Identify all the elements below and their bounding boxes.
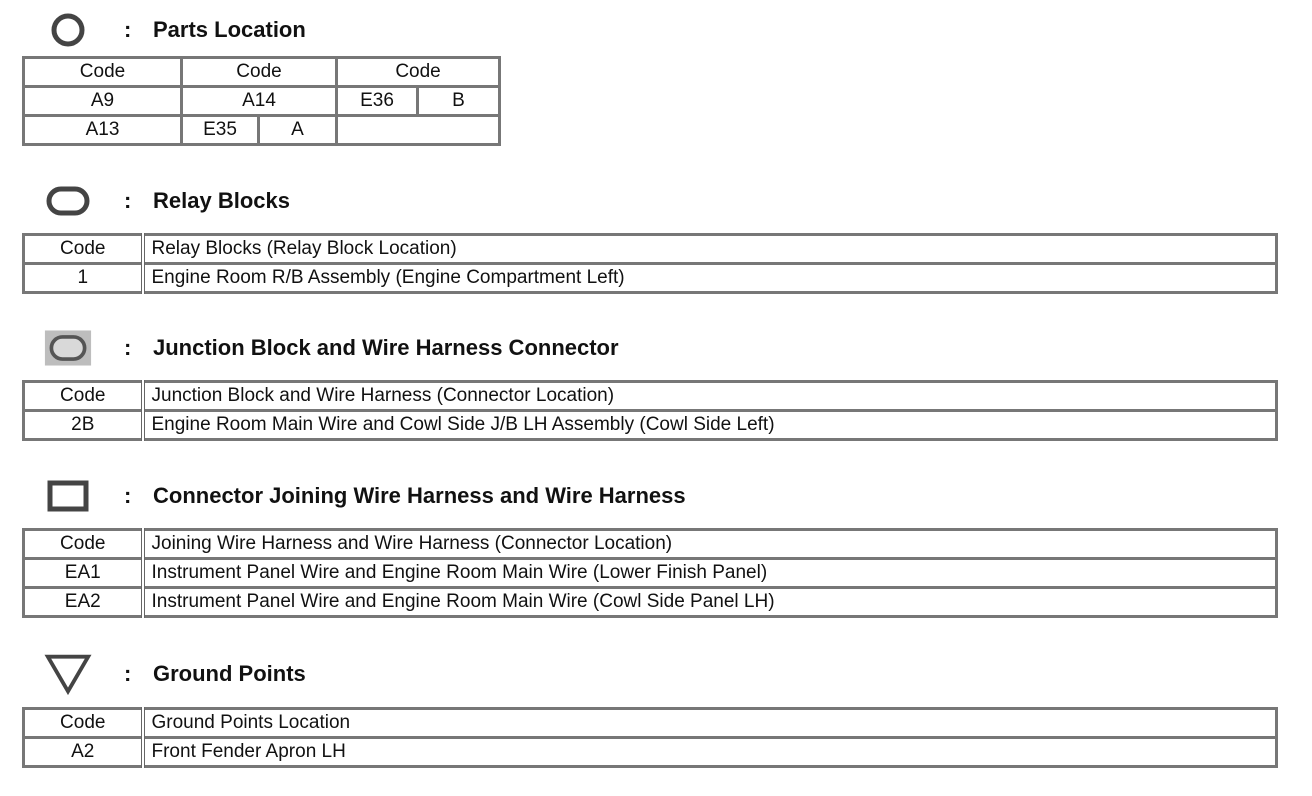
section-title-parts-location: Parts Location: [153, 17, 306, 42]
table-row: [24, 235, 1277, 264]
header-cell: Code: [24, 58, 182, 87]
rounded-rect-icon: [44, 181, 92, 221]
connector-joining-heading: [44, 476, 944, 516]
shaded-rounded-rect-icon: [44, 328, 92, 368]
table-row: [24, 738, 1277, 767]
table-row: [24, 87, 500, 116]
location-cell: Engine Room Main Wire and Cowl Side J/B LH Assembly (Cowl Side Left): [143, 411, 1277, 440]
header-cell: Code: [24, 382, 143, 411]
code-cell: A14: [182, 87, 337, 116]
table-row: [24, 116, 500, 145]
location-cell: Instrument Panel Wire and Engine Room Main Wire (Cowl Side Panel LH): [143, 588, 1277, 617]
section-title-relay-blocks: Relay Blocks: [153, 188, 290, 213]
parts-location-table: [22, 56, 501, 146]
rectangle-icon: [44, 476, 92, 516]
location-cell: Front Fender Apron LH: [143, 738, 1277, 767]
table-row: [24, 559, 1277, 588]
header-cell: Code: [337, 58, 500, 87]
colon: :: [124, 17, 132, 42]
relay-blocks-table: [22, 233, 1278, 294]
section-title-connector-joining: Connector Joining Wire Harness and Wire Harness: [153, 483, 686, 508]
code-cell: A2: [24, 738, 143, 767]
header-cell: Code: [182, 58, 337, 87]
ground-points-table: [22, 707, 1278, 768]
header-cell: Ground Points Location: [143, 709, 1277, 738]
code-cell: 2B: [24, 411, 143, 440]
header-cell: Junction Block and Wire Harness (Connector Location): [143, 382, 1277, 411]
colon: :: [124, 335, 132, 360]
header-cell: Relay Blocks (Relay Block Location): [143, 235, 1277, 264]
header-cell: Code: [24, 235, 143, 264]
ground-points-heading: [44, 654, 444, 694]
table-row: [24, 58, 500, 87]
header-cell: Joining Wire Harness and Wire Harness (Connector Location): [143, 530, 1277, 559]
code-cell: A13: [24, 116, 182, 145]
relay-blocks-heading: [44, 181, 444, 221]
triangle-down-icon: [44, 654, 92, 694]
table-row: [24, 588, 1277, 617]
table-row: [24, 411, 1277, 440]
junction-block-heading: [44, 328, 844, 368]
colon: :: [124, 483, 132, 508]
location-cell: Instrument Panel Wire and Engine Room Main Wire (Lower Finish Panel): [143, 559, 1277, 588]
location-cell: Engine Room R/B Assembly (Engine Compartment Left): [143, 264, 1277, 293]
table-row: [24, 709, 1277, 738]
code-cell: E36: [337, 87, 418, 116]
parts-location-heading: [44, 10, 444, 50]
code-cell: A9: [24, 87, 182, 116]
table-row: [24, 264, 1277, 293]
junction-block-table: [22, 380, 1278, 441]
colon: :: [124, 661, 132, 686]
code-cell: A: [259, 116, 337, 145]
code-cell: EA1: [24, 559, 143, 588]
section-title-junction-block: Junction Block and Wire Harness Connector: [153, 335, 619, 360]
section-title-ground-points: Ground Points: [153, 661, 306, 686]
code-cell: E35: [182, 116, 259, 145]
colon: :: [124, 188, 132, 213]
header-cell: Code: [24, 709, 143, 738]
circle-icon: [44, 10, 92, 50]
table-row: [24, 382, 1277, 411]
code-cell: B: [418, 87, 500, 116]
code-cell: EA2: [24, 588, 143, 617]
code-cell: 1: [24, 264, 143, 293]
code-cell: [337, 116, 500, 145]
header-cell: Code: [24, 530, 143, 559]
table-row: [24, 530, 1277, 559]
connector-joining-table: [22, 528, 1278, 618]
